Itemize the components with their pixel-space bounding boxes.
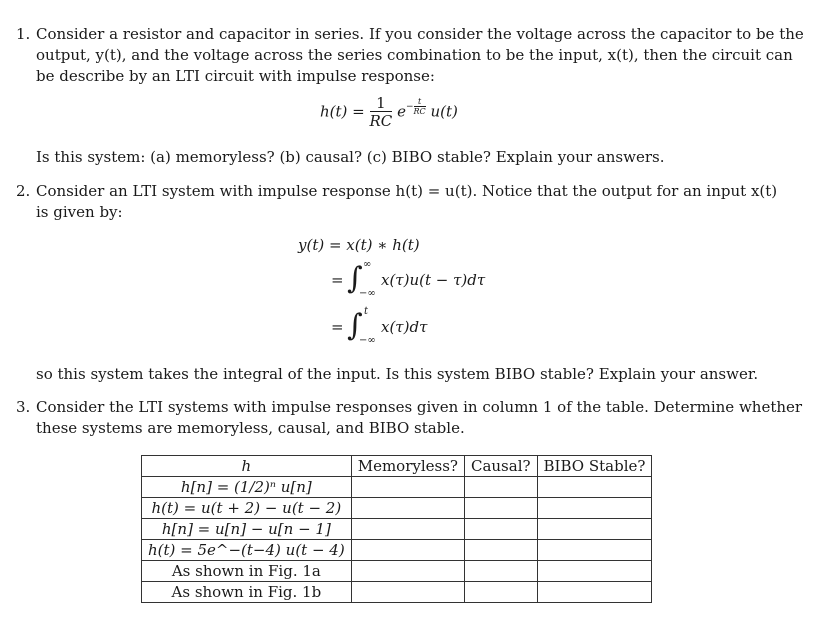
impulse-response-equation	[320, 95, 458, 130]
problem-2-line-2: is given by:	[36, 203, 123, 221]
bibo-cell	[537, 561, 652, 582]
integral-2-upper: t	[364, 306, 369, 317]
header-memoryless: Memoryless?	[351, 456, 464, 477]
problem-3-line-1: Consider the LTI systems with impulse responses given in column 1 of the table. Determine whether	[36, 398, 803, 416]
fraction-numerator: 1	[370, 95, 393, 112]
table-row	[142, 561, 652, 582]
table-row	[142, 477, 652, 498]
causal-cell	[464, 477, 537, 498]
problem-1-line-3: be describe by an LTI circuit with impulse response:	[36, 67, 435, 85]
equals-sign-2: =	[331, 271, 344, 289]
header-bibo-stable: BIBO Stable?	[537, 456, 652, 477]
systems-table	[141, 455, 652, 603]
bibo-cell	[537, 498, 652, 519]
memoryless-cell	[351, 540, 464, 561]
bibo-cell	[537, 540, 652, 561]
problem-1-question: Is this system: (a) memoryless? (b) causal? (c) BIBO stable? Explain your answers.	[36, 148, 665, 166]
problem-1-line-2: output, y(t), and the voltage across the series combination to be the input, x(t), then the circuit can	[36, 46, 793, 64]
integral-sign-1: ∫	[347, 261, 363, 296]
causal-cell	[464, 582, 537, 603]
exponent-minus: −	[405, 101, 414, 112]
equation-fraction	[370, 95, 393, 130]
bibo-cell	[537, 582, 652, 603]
memoryless-cell	[351, 519, 464, 540]
bibo-cell	[537, 519, 652, 540]
integral-sign-2: ∫	[347, 308, 363, 343]
table-row	[142, 540, 652, 561]
problem-3-line-2: these systems are memoryless, causal, and BIBO stable.	[36, 419, 465, 437]
impulse-response-cell: As shown in Fig. 1b	[142, 582, 352, 603]
causal-cell	[464, 561, 537, 582]
exp-base: e	[397, 102, 406, 121]
exponent	[405, 96, 426, 116]
problem-2-number: 2.	[16, 182, 31, 200]
impulse-response-cell: h[n] = (1/2)ⁿ u[n]	[142, 477, 352, 498]
table-row	[142, 519, 652, 540]
problem-3-number: 3.	[16, 398, 31, 416]
table-row	[142, 498, 652, 519]
integral-1-body: x(τ)u(t − τ)dτ	[381, 271, 486, 289]
exponent-denominator: RC	[413, 106, 426, 116]
causal-cell	[464, 498, 537, 519]
integral-1-lower: −∞	[359, 288, 376, 299]
impulse-response-cell: h(t) = u(t + 2) − u(t − 2)	[142, 498, 352, 519]
memoryless-cell	[351, 582, 464, 603]
impulse-response-cell: As shown in Fig. 1a	[142, 561, 352, 582]
problem-1-number: 1.	[16, 25, 31, 43]
memoryless-cell	[351, 498, 464, 519]
memoryless-cell	[351, 477, 464, 498]
table-row	[142, 582, 652, 603]
integral-2-lower: −∞	[359, 335, 376, 346]
equation-lhs: h(t) =	[320, 102, 365, 121]
causal-cell	[464, 540, 537, 561]
convolution-line-1: y(t) = x(t) ∗ h(t)	[298, 236, 420, 254]
problem-2-question: so this system takes the integral of the input. Is this system BIBO stable? Explain your answer.	[36, 365, 759, 383]
bibo-cell	[537, 477, 652, 498]
equals-sign-3: =	[331, 318, 344, 336]
causal-cell	[464, 519, 537, 540]
header-h: h	[142, 456, 352, 477]
memoryless-cell	[351, 561, 464, 582]
equation-tail: u(t)	[430, 102, 458, 121]
table-header-row	[142, 456, 652, 477]
fraction-denominator: RC	[369, 112, 393, 130]
integral-1-upper: ∞	[363, 259, 372, 270]
exponent-fraction	[414, 97, 426, 116]
impulse-response-cell: h[n] = u[n] − u[n − 1]	[142, 519, 352, 540]
header-causal: Causal?	[464, 456, 537, 477]
problem-2-line-1: Consider an LTI system with impulse response h(t) = u(t). Notice that the output for an input x(t)	[36, 182, 778, 200]
impulse-response-cell: h(t) = 5e^−(t−4) u(t − 4)	[142, 540, 352, 561]
integral-2-body: x(τ)dτ	[381, 318, 428, 336]
problem-1-line-1: Consider a resistor and capacitor in series. If you consider the voltage across the capacitor to be the	[36, 25, 804, 43]
exponent-numerator: t	[414, 97, 426, 107]
